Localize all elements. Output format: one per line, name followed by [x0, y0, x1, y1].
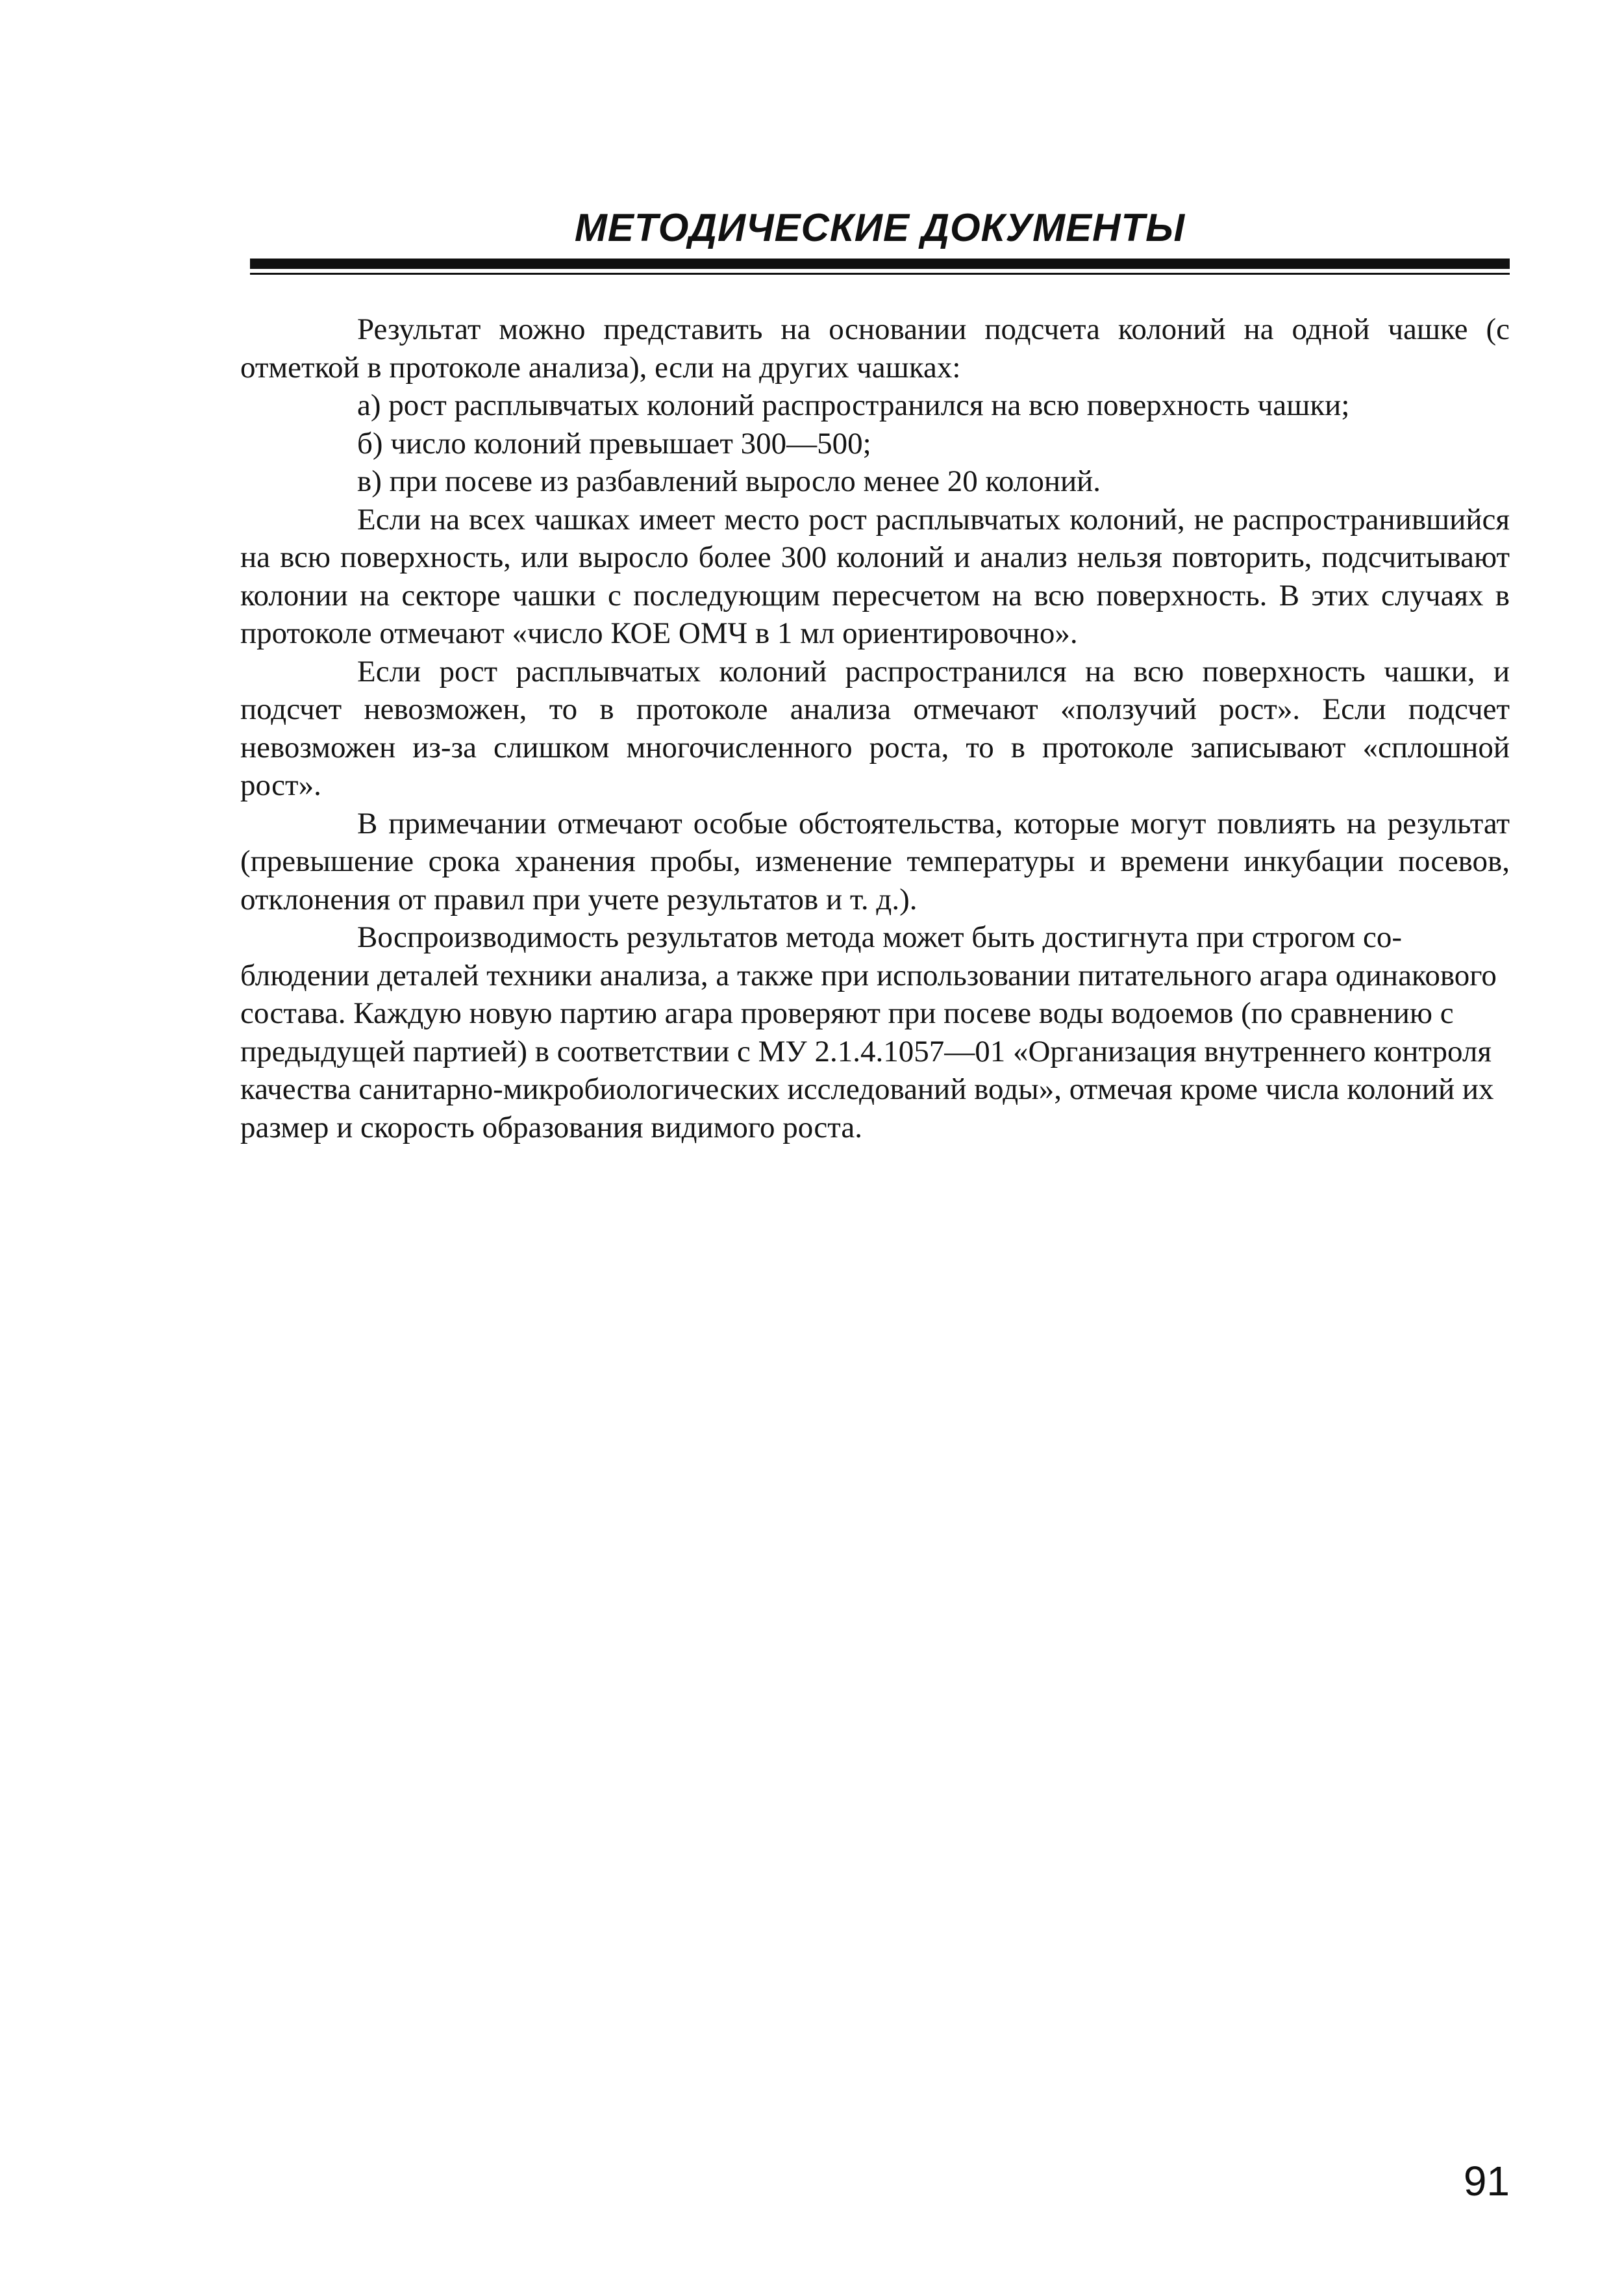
paragraph-notes: В примечании отмечают особые обстоятельства, которые могут повлиять на результат (превышение срока хранения пробы, изменение температуры и времени инкубации посевов, отклонения от правил при учете результатов и т. д.). [240, 806, 1510, 916]
header-rule-thick [250, 259, 1510, 269]
paragraph-reproducibility: Воспроизводимость результатов метода может быть достигнута при строгом соблюдении деталей техники анализа, а также при использовании питательного агара одинакового состава. Каждую новую партию агара проверяют при посеве воды водоемов (по сравнению с предыдущей партией) в соответствии с МУ 2.1.4.1057—01 «Организация внутреннего контроля качества санитарно-микробиологических исследований воды», отмечая кроме числа колоний их размер и скорость образования видимого роста. [240, 920, 1497, 1144]
header-rule-thin [250, 273, 1510, 275]
paragraph-sector-count: Если на всех чашках имеет место рост расплывчатых колоний, не распространившийся на всю поверхность, или выросло более 300 колоний и анализ нельзя повторить, подсчитывают колонии на секторе чашки с последующим пересчетом на всю поверхность. В этих случаях в протоколе отмечают «число КОЕ ОМЧ в 1 мл ориентировочно». [240, 502, 1510, 650]
list-item-c: в) при посеве из разбавлений выросло менее 20 колоний. [357, 464, 1101, 498]
page-number: 91 [1463, 2158, 1510, 2204]
list-item-b: б) число колоний превышает 300—500; [357, 426, 871, 461]
running-header-title: МЕТОДИЧЕСКИЕ ДОКУМЕНТЫ [574, 206, 1186, 249]
body-text [240, 310, 1510, 1146]
paragraph-intro: Результат можно представить на основании подсчета колоний на одной чашке (с отметкой в протоколе анализа), если на других чашках: [240, 312, 1510, 385]
list-item-a: а) рост расплывчатых колоний распространился на всю поверхность чашки; [357, 388, 1350, 422]
paragraph-creeping-growth: Если рост расплывчатых колоний распространился на всю поверхность чашки, и подсчет невозможен, то в протоколе анализа отмечают «ползучий рост». Если подсчет невозможен из-за слишком многочисленного роста, то в протоколе записывают «сплошной рост». [240, 654, 1510, 802]
